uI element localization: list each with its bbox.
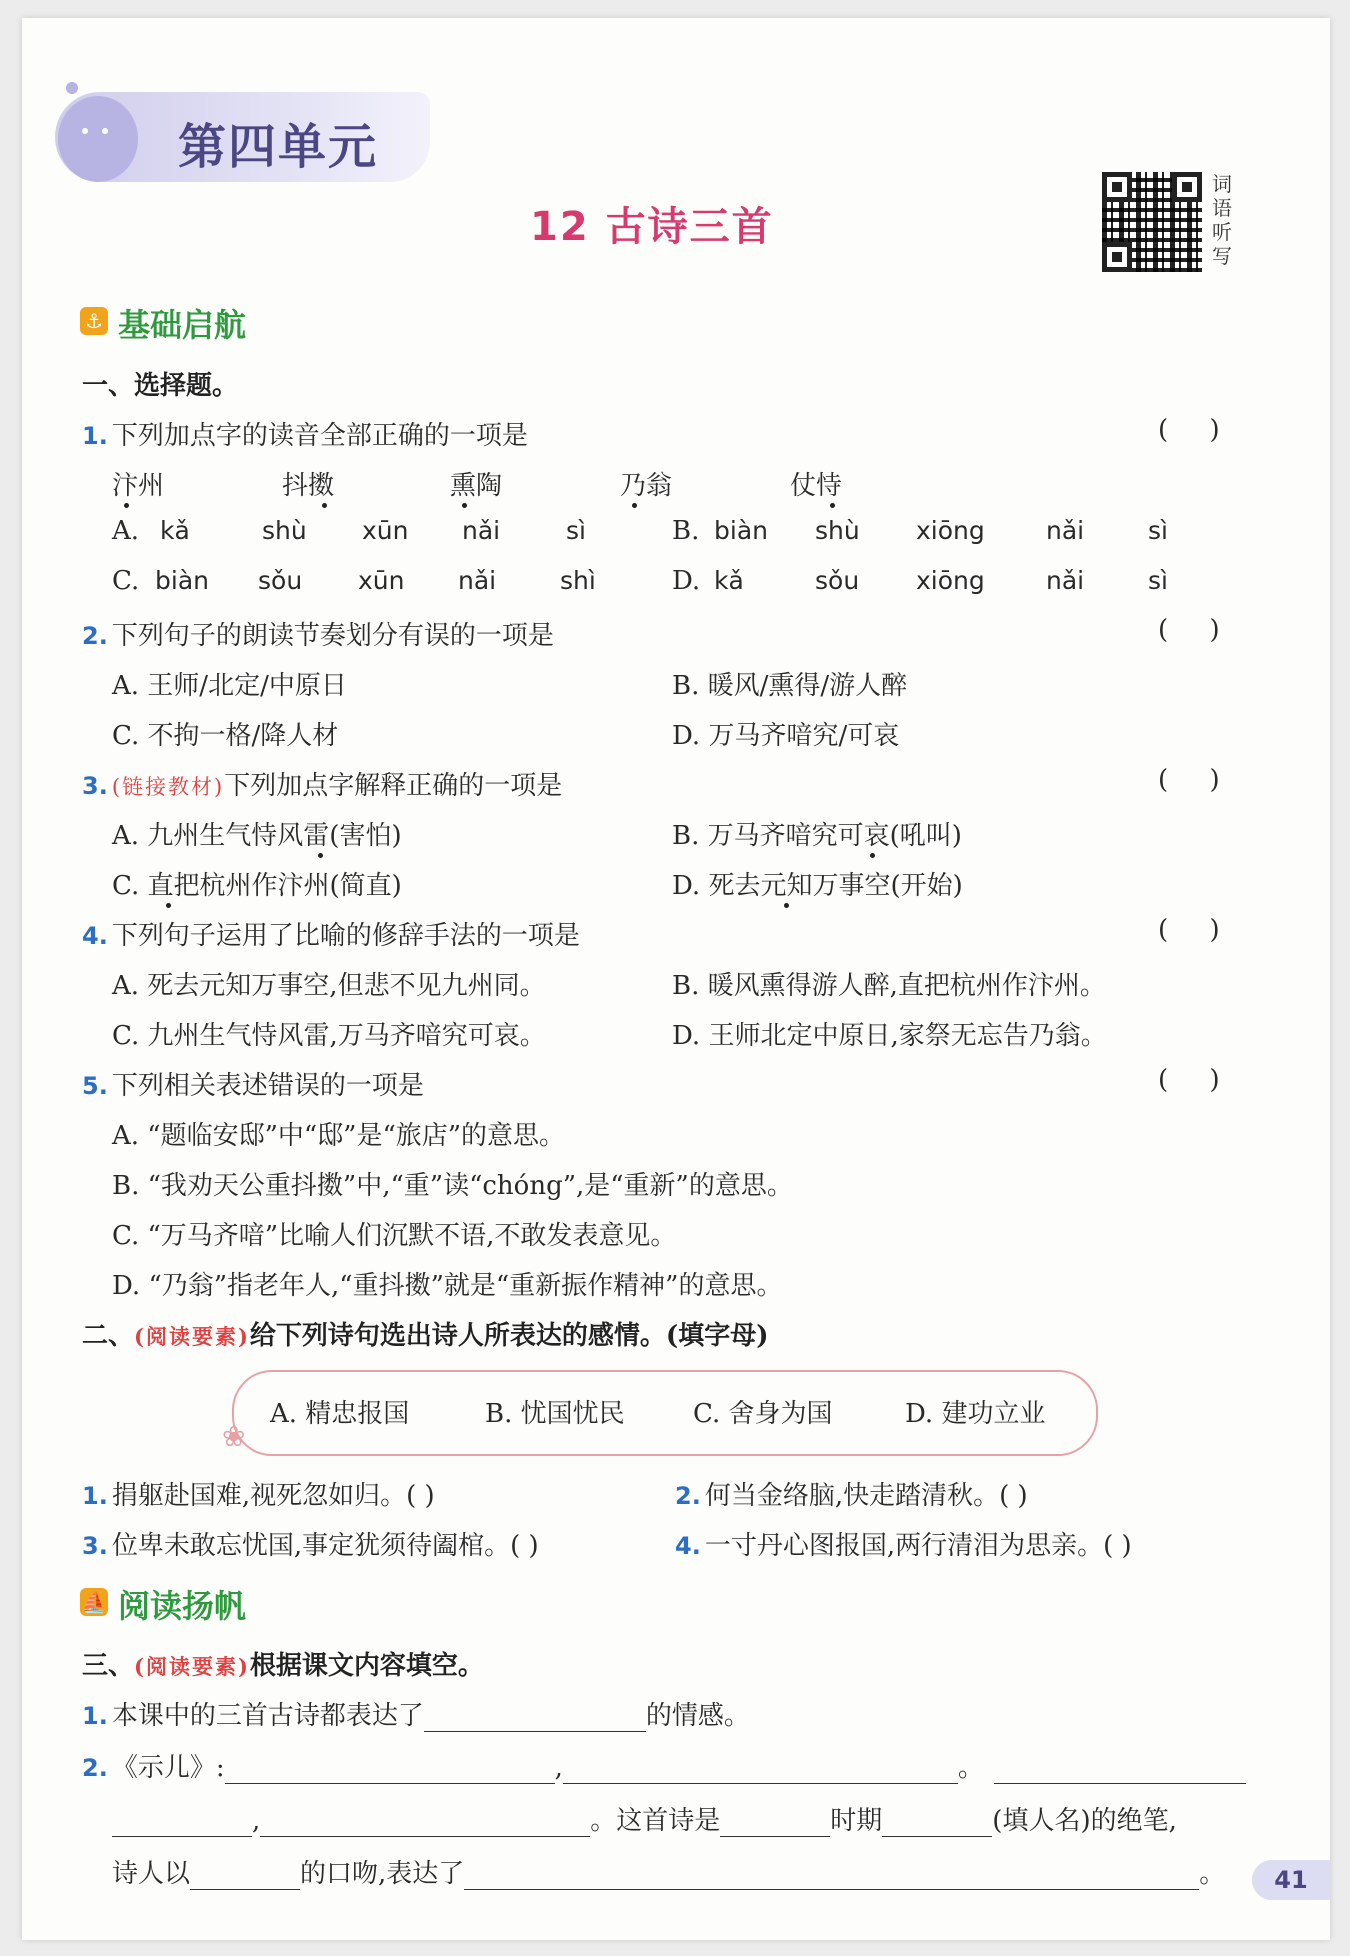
fill-question-2-line3: 诗人以 的口吻,表达了 。 (112, 1859, 1226, 1889)
q1-word-3: 熏陶 (450, 471, 503, 501)
question-2: 2. 下列句子的朗读节奏划分有误的一项是 (82, 621, 554, 651)
q1-a-py-4: nǎi (462, 516, 501, 545)
fill-question-2-line2: , 。这首诗是 时期 (填人名)的绝笔, (112, 1800, 1177, 1837)
q4-option-d: D. 王师北定中原日,家祭无忘告乃翁。 (672, 1021, 1107, 1051)
poem-item-3[interactable]: 3. 位卑未敢忘忧国,事定犹须待阖棺。( ) (82, 1531, 539, 1561)
answer-paren-3[interactable]: ( ) (1158, 765, 1220, 795)
q1-a-py-1: kǎ (160, 516, 190, 545)
mascot-antenna (66, 82, 78, 94)
fill-blank[interactable] (720, 1810, 830, 1837)
q1-word-1: 汴州 (112, 471, 165, 501)
paw-icon: ❀ (222, 1420, 246, 1453)
question-3: 3. (链接教材)下列加点字解释正确的一项是 (82, 771, 563, 801)
q1-a-py-3: xūn (362, 516, 409, 545)
q5-option-b: B. “我劝天公重抖擞”中,“重”读“chóng”,是“重新”的意思。 (112, 1171, 793, 1201)
answer-paren-2[interactable]: ( ) (1158, 615, 1220, 645)
fill-blank[interactable] (112, 1810, 252, 1837)
mascot-icon (58, 96, 138, 182)
q1-option-b-label: B. (672, 516, 700, 546)
emphasis-dot (124, 503, 129, 508)
q1-c-py-1: biàn (155, 566, 209, 595)
emotion-option-a: A. 精忠报国 (270, 1399, 410, 1429)
answer-paren-4[interactable]: ( ) (1158, 915, 1220, 945)
q1-b-py-5: sì (1148, 516, 1168, 545)
question-1: 1. 下列加点字的读音全部正确的一项是 (82, 421, 528, 451)
part3-heading: 三、(阅读要素)根据课文内容填空。 (82, 1651, 484, 1681)
q1-d-py-2: sǒu (815, 566, 860, 595)
part2-heading: 二、(阅读要素)给下列诗句选出诗人所表达的感情。(填字母) (82, 1321, 769, 1351)
section-title-reading: 阅读扬帆 (118, 1587, 247, 1625)
q1-c-py-4: nǎi (458, 566, 497, 595)
q1-b-py-4: nǎi (1046, 516, 1085, 545)
q1-word-2: 抖擞 (282, 471, 335, 501)
poem-item-1[interactable]: 1. 捐躯赴国难,视死忽如归。( ) (82, 1481, 435, 1511)
question-5: 5. 下列相关表述错误的一项是 (82, 1071, 424, 1101)
q4-option-a: A. 死去元知万事空,但悲不见九州同。 (112, 971, 546, 1001)
poem-item-4[interactable]: 4. 一寸丹心图报国,两行清泪为思亲。( ) (675, 1531, 1132, 1561)
emotion-option-d: D. 建功立业 (905, 1399, 1046, 1429)
part1-heading: 一、选择题。 (82, 371, 239, 401)
poem-item-2[interactable]: 2. 何当金络脑,快走踏清秋。( ) (675, 1481, 1028, 1511)
fill-blank[interactable] (464, 1863, 1199, 1890)
q1-d-py-3: xiōng (916, 566, 985, 595)
q1-word-5: 仗恃 (790, 471, 843, 501)
fill-blank[interactable] (882, 1810, 992, 1837)
q1-b-py-1: biàn (714, 516, 768, 545)
q1-d-py-5: sì (1148, 566, 1168, 595)
q1-word-4: 乃翁 (620, 471, 673, 501)
emphasis-dot (318, 853, 323, 858)
emphasis-dot (870, 853, 875, 858)
page-number: 41 (1252, 1860, 1330, 1900)
q1-a-py-5: sì (566, 516, 586, 545)
fill-blank[interactable] (994, 1757, 1246, 1784)
emphasis-dot (632, 503, 637, 508)
qr-label: 词语听写 (1212, 172, 1232, 268)
section-title-basic: 基础启航 (118, 306, 247, 344)
q5-option-a: A. “题临安邸”中“邸”是“旅店”的意思。 (112, 1121, 566, 1151)
q1-c-py-3: xūn (358, 566, 405, 595)
emotion-option-b: B. 忧国忧民 (485, 1399, 625, 1429)
q1-c-py-2: sǒu (258, 566, 303, 595)
q1-b-py-2: shù (815, 516, 860, 545)
anchor-icon: ⚓ (80, 307, 108, 335)
q3-option-d: D. 死去元知万事空(开始) (672, 871, 963, 901)
q3-option-a: A. 九州生气恃风雷(害怕) (112, 821, 402, 851)
unit-title: 第四单元 (178, 119, 379, 175)
q1-d-py-4: nǎi (1046, 566, 1085, 595)
q4-option-b: B. 暖风熏得游人醉,直把杭州作汴州。 (672, 971, 1106, 1001)
fill-blank[interactable] (225, 1757, 555, 1784)
q1-option-d-label: D. (672, 566, 701, 596)
q2-option-c: C. 不拘一格/降人材 (112, 721, 339, 751)
q1-c-py-5: shì (560, 566, 596, 595)
lesson-title: 12 古诗三首 (530, 204, 774, 250)
q1-option-c-label: C. (112, 566, 140, 596)
qr-code-icon[interactable] (1102, 172, 1202, 272)
fill-blank[interactable] (563, 1757, 958, 1784)
q2-option-d: D. 万马齐喑究/可哀 (672, 721, 900, 751)
emphasis-dot (322, 503, 327, 508)
answer-paren-5[interactable]: ( ) (1158, 1065, 1220, 1095)
sailboat-icon: ⛵ (81, 1590, 107, 1614)
fill-blank[interactable] (260, 1810, 590, 1837)
fill-question-2: 2. 《示儿》: , 。 (82, 1747, 1246, 1784)
emphasis-dot (784, 903, 789, 908)
q2-option-b: B. 暖风/熏得/游人醉 (672, 671, 908, 701)
q3-option-c: C. 直把杭州作汴州(简直) (112, 871, 402, 901)
q1-d-py-1: kǎ (714, 566, 744, 595)
q2-option-a: A. 王师/北定/中原日 (112, 671, 347, 701)
emphasis-dot (166, 903, 171, 908)
q5-option-c: C. “万马齐喑”比喻人们沉默不语,不敢发表意见。 (112, 1221, 677, 1251)
emphasis-dot (462, 503, 467, 508)
question-4: 4. 下列句子运用了比喻的修辞手法的一项是 (82, 921, 580, 951)
fill-question-1: 1. 本课中的三首古诗都表达了 的情感。 (82, 1701, 750, 1731)
q4-option-c: C. 九州生气恃风雷,万马齐喑究可哀。 (112, 1021, 546, 1051)
fill-blank[interactable] (190, 1863, 300, 1890)
q5-option-d: D. “乃翁”指老年人,“重抖擞”就是“重新振作精神”的意思。 (112, 1271, 783, 1301)
q1-option-a-label: A. (112, 516, 140, 546)
answer-paren-1[interactable]: ( ) (1158, 415, 1220, 445)
emphasis-dot (830, 503, 835, 508)
q3-option-b: B. 万马齐喑究可哀(吼叫) (672, 821, 962, 851)
emotion-option-c: C. 舍身为国 (693, 1399, 833, 1429)
q1-a-py-2: shù (262, 516, 307, 545)
q1-b-py-3: xiōng (916, 516, 985, 545)
fill-blank[interactable] (424, 1705, 646, 1732)
